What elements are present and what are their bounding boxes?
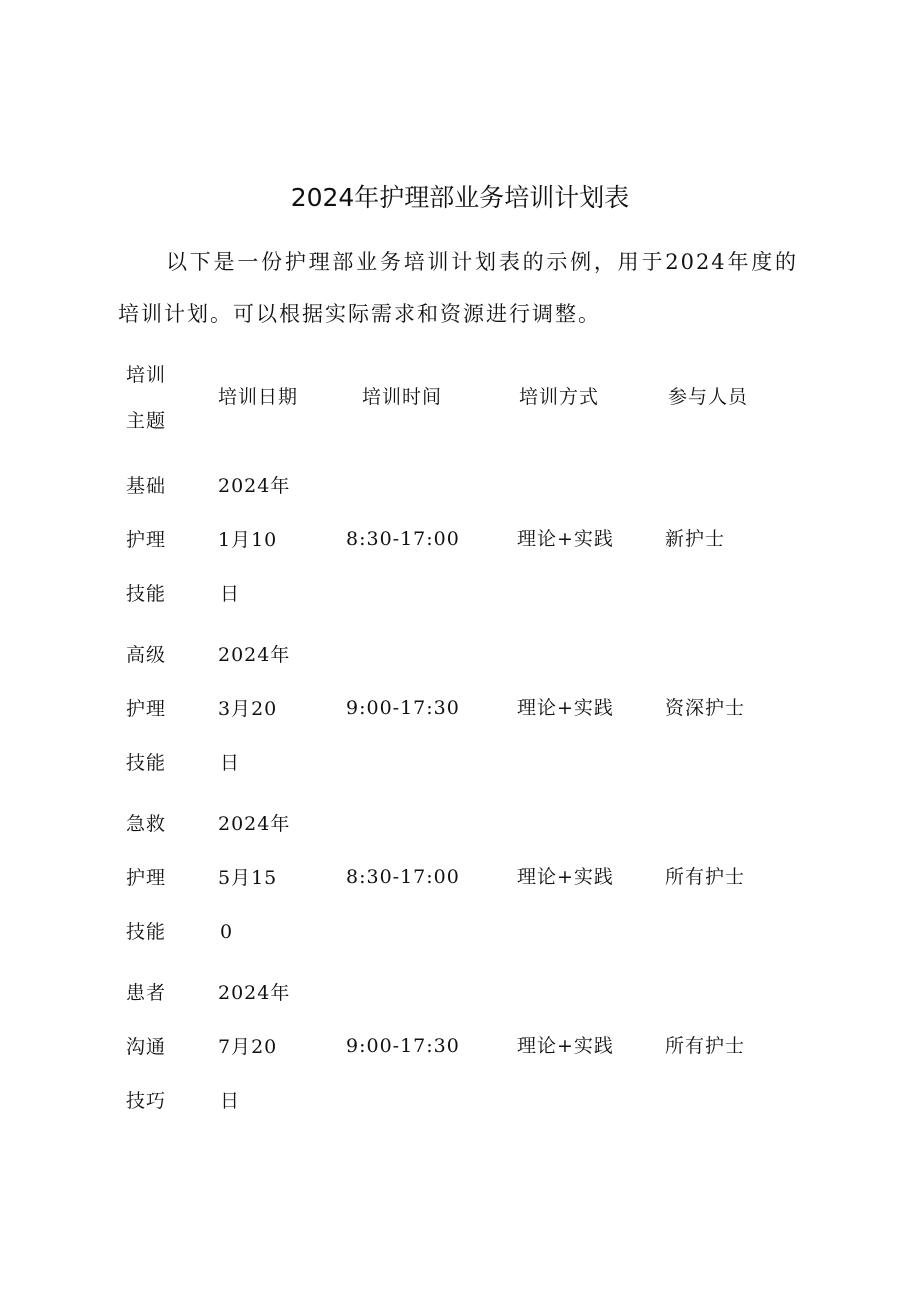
row-topic-line: 护理 (126, 867, 167, 889)
row-date-line: 7月20 (218, 1036, 278, 1058)
header-mode: 培训方式 (519, 386, 600, 408)
row-date (218, 459, 328, 621)
row-date-line: 2024年 (218, 813, 291, 835)
row-mode: 理论+实践 (517, 866, 614, 888)
row-date (218, 628, 328, 790)
row-topic (126, 966, 196, 1128)
row-topic-line: 技能 (126, 752, 167, 774)
row-topic-line: 技能 (126, 583, 167, 605)
row-time: 8:30-17:00 (346, 528, 460, 550)
row-date-line: 0 (220, 921, 234, 943)
row-date-line: 1月10 (218, 529, 278, 551)
row-topic-line: 护理 (126, 529, 167, 551)
header-people: 参与人员 (668, 386, 749, 408)
row-people: 所有护士 (665, 1035, 746, 1057)
row-date-line: 2024年 (218, 982, 291, 1004)
row-topic (126, 459, 196, 621)
row-topic-line: 急救 (126, 813, 167, 835)
row-date-line: 日 (220, 1090, 241, 1112)
row-date-line: 日 (220, 583, 241, 605)
row-time: 8:30-17:00 (346, 866, 460, 888)
row-mode: 理论+实践 (517, 1035, 614, 1057)
row-people: 资深护士 (665, 697, 746, 719)
row-date-line: 2024年 (218, 475, 291, 497)
row-date (218, 966, 328, 1128)
row-topic-line: 基础 (126, 475, 167, 497)
row-topic-line: 沟通 (126, 1036, 167, 1058)
row-topic (126, 628, 196, 790)
row-date (218, 797, 328, 959)
row-topic-line: 技能 (126, 921, 167, 943)
row-date-line: 3月20 (218, 698, 278, 720)
row-topic (126, 797, 196, 959)
row-time: 9:00-17:30 (346, 697, 460, 719)
row-date-line: 日 (220, 752, 241, 774)
row-topic-line: 技巧 (126, 1090, 167, 1112)
row-time: 9:00-17:30 (346, 1035, 460, 1057)
row-people: 新护士 (665, 528, 726, 550)
row-mode: 理论+实践 (517, 697, 614, 719)
row-topic-line: 护理 (126, 698, 167, 720)
row-people: 所有护士 (665, 866, 746, 888)
intro-paragraph: 以下是一份护理部业务培训计划表的示例，用于2024年度的培训计划。可以根据实际需求和资源进行调整。 (118, 250, 798, 326)
row-topic-line: 高级 (126, 644, 167, 666)
row-mode: 理论+实践 (517, 528, 614, 550)
header-time: 培训时间 (362, 386, 443, 408)
document-title: 2024年护理部业务培训计划表 (290, 183, 630, 212)
header-date: 培训日期 (218, 386, 299, 408)
row-date-line: 5月15 (218, 867, 278, 889)
header-topic-line: 主题 (126, 410, 167, 432)
training-plan-table (0, 352, 920, 458)
row-date-line: 2024年 (218, 644, 291, 666)
header-topic-line: 培训 (126, 364, 167, 386)
row-topic-line: 患者 (126, 982, 167, 1004)
